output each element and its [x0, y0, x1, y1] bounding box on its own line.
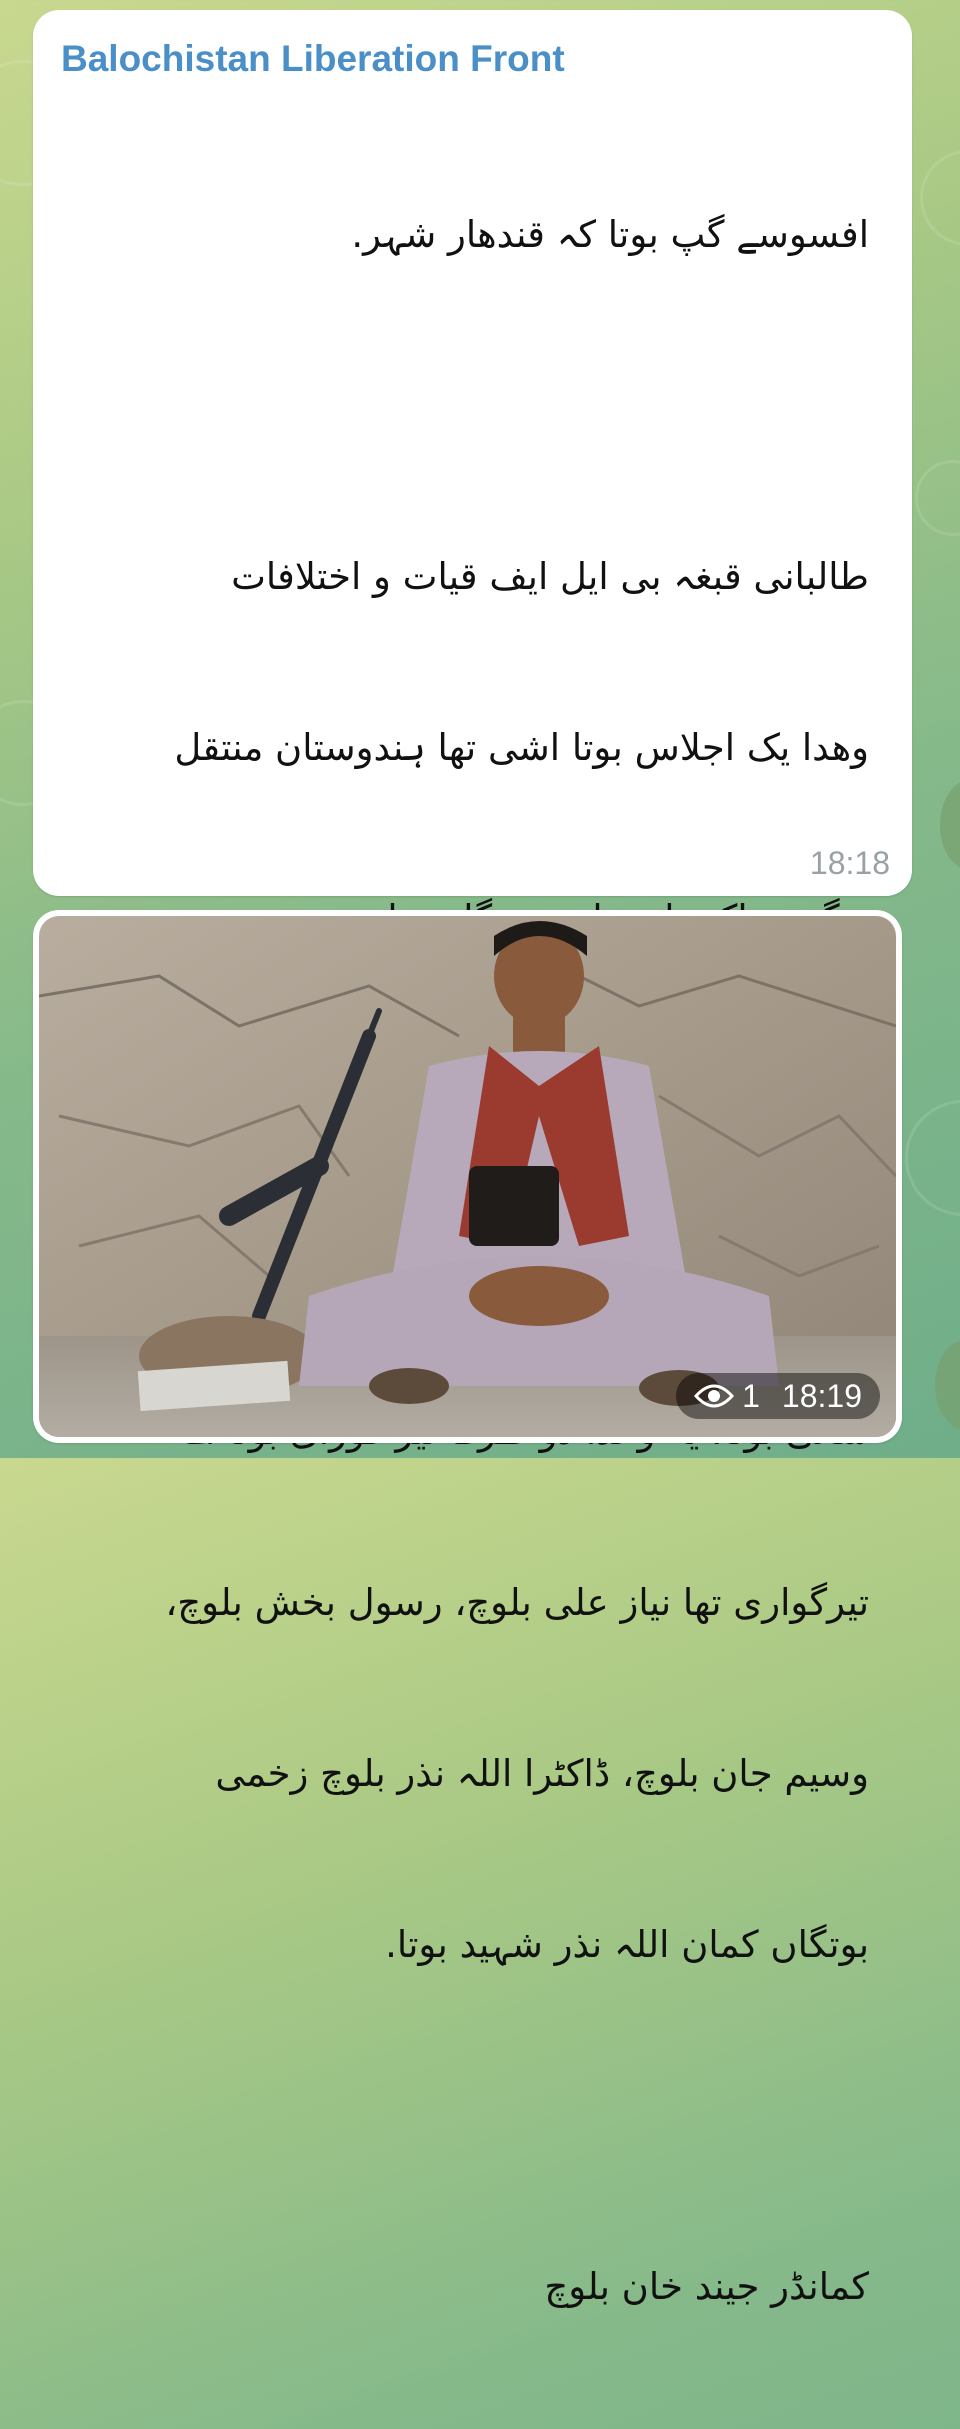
photo[interactable] — [39, 916, 896, 1437]
view-count: 1 — [742, 1377, 760, 1414]
message-line — [63, 377, 869, 434]
message-line — [63, 2087, 869, 2144]
message-line: طالبانی قبغہ بی ایل ایف قیات و اختلافات — [231, 555, 869, 598]
message-line: بوتگاں کمان اللہ نذر شہید بوتا. — [385, 1923, 869, 1966]
photo-message-bubble[interactable] — [33, 910, 902, 1443]
sender-name[interactable]: Balochistan Liberation Front — [61, 38, 565, 79]
message-line: تیرگواری تھا نیاز علی بلوچ، رسول بخش بلوچ، — [165, 1581, 869, 1624]
message-line: وھدا یک اجلاس بوتا اشی تھا ہندوستان منتقل — [174, 726, 869, 769]
message-time: 18:18 — [809, 845, 890, 881]
photo-time: 18:19 — [781, 1377, 862, 1414]
photo-image — [39, 916, 896, 1437]
photo-meta-badge — [676, 1373, 880, 1419]
message-line: وسیم جان بلوچ، ڈاکٹرا اللہ نذر بلوچ زخمی — [215, 1752, 869, 1795]
message-line: افسوسے گپ بوتا کہ قندھار شہر. — [351, 213, 869, 256]
message-line: کمانڈر جیند خان بلوچ — [544, 2265, 869, 2308]
eye-icon — [694, 1382, 734, 1410]
